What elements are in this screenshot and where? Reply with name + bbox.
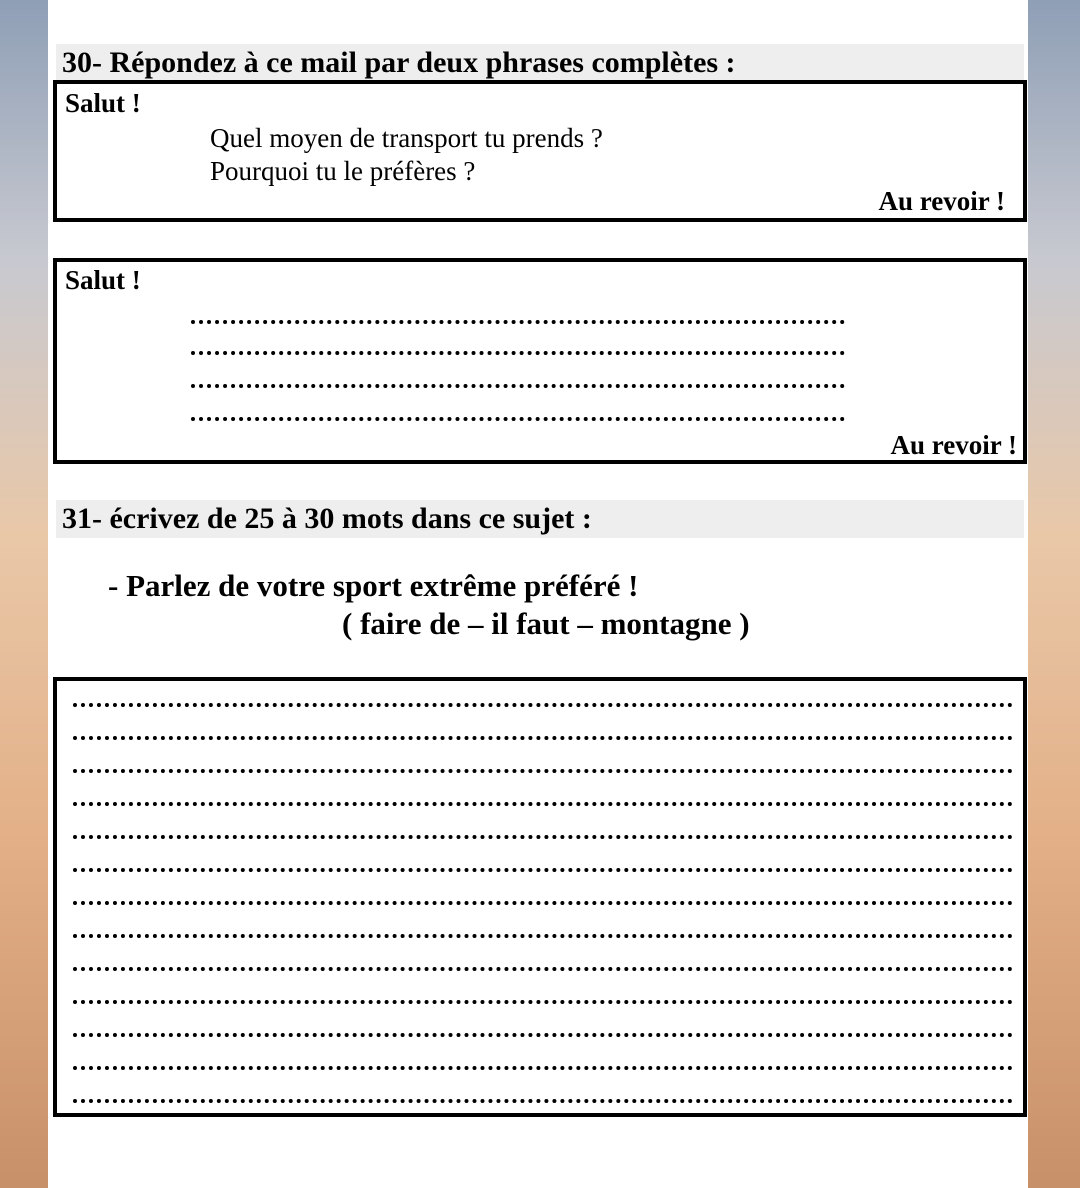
reply-mail-closing: Au revoir ! bbox=[890, 430, 1017, 460]
reply-answer-line[interactable] bbox=[191, 417, 845, 421]
writing-line[interactable] bbox=[73, 901, 1013, 905]
writing-line[interactable] bbox=[73, 1033, 1013, 1037]
writing-line[interactable] bbox=[73, 1000, 1013, 1004]
writing-line[interactable] bbox=[73, 703, 1013, 707]
mail-question-preference: Pourquoi tu le préfères ? bbox=[210, 156, 476, 186]
reply-mail-greeting: Salut ! bbox=[65, 265, 141, 295]
writing-line[interactable] bbox=[73, 1099, 1013, 1103]
exercise-30-title: 30- Répondez à ce mail par deux phrases complètes : bbox=[56, 44, 1024, 82]
writing-line[interactable] bbox=[73, 769, 1013, 773]
exercise-31-title: 31- écrivez de 25 à 30 mots dans ce sujet : bbox=[56, 500, 1024, 538]
writing-line[interactable] bbox=[73, 835, 1013, 839]
reply-answer-line[interactable] bbox=[191, 384, 845, 388]
writing-line[interactable] bbox=[73, 1066, 1013, 1070]
mail-question-transport: Quel moyen de transport tu prends ? bbox=[210, 123, 603, 153]
received-mail-closing: Au revoir ! bbox=[878, 186, 1005, 216]
writing-answer-box bbox=[53, 677, 1027, 1117]
worksheet-page bbox=[48, 0, 1028, 1188]
writing-line[interactable] bbox=[73, 736, 1013, 740]
received-mail-greeting: Salut ! bbox=[65, 88, 141, 118]
writing-line[interactable] bbox=[73, 802, 1013, 806]
reply-answer-line[interactable] bbox=[191, 351, 845, 355]
reply-mail-box bbox=[53, 258, 1027, 464]
reply-answer-line[interactable] bbox=[191, 320, 845, 324]
writing-hint: ( faire de – il faut – montagne ) bbox=[342, 606, 750, 641]
writing-prompt: - Parlez de votre sport extrême préféré ! bbox=[108, 568, 639, 603]
writing-line[interactable] bbox=[73, 934, 1013, 938]
writing-line[interactable] bbox=[73, 967, 1013, 971]
writing-line[interactable] bbox=[73, 868, 1013, 872]
received-mail-box bbox=[53, 80, 1027, 222]
